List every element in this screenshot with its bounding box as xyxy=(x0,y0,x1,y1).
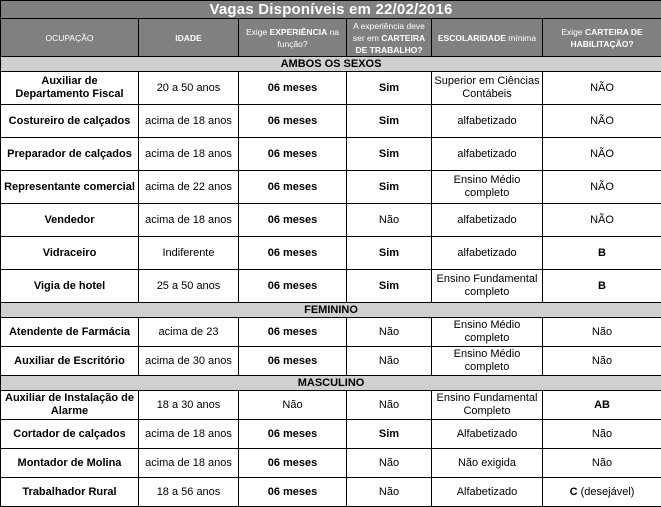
cell-experiencia: 06 meses xyxy=(239,204,347,237)
cell-idade: 18 a 30 anos xyxy=(139,391,239,420)
cell-habilitacao-value: C xyxy=(570,486,578,498)
cell-experiencia: 06 meses xyxy=(239,237,347,270)
header-row xyxy=(1,19,661,57)
cell-habilitacao: NÃO xyxy=(543,105,661,138)
cell-experiencia: 06 meses xyxy=(239,347,347,376)
section-title: MASCULINO xyxy=(1,376,661,391)
cell-habilitacao: B xyxy=(543,270,661,303)
cell-escolaridade: Ensino Fundamental completo xyxy=(432,270,543,303)
cell-experiencia: 06 meses xyxy=(239,270,347,303)
table-row xyxy=(1,478,661,507)
table-row xyxy=(1,391,661,420)
header-escolaridade-post: mínima xyxy=(506,33,536,43)
cell-idade: acima de 18 anos xyxy=(139,204,239,237)
header-escolaridade-bold: ESCOLARIDADE xyxy=(438,33,506,43)
header-carteira-trabalho-bold: CARTEIRA DE TRABALHO? xyxy=(355,33,425,55)
table-row xyxy=(1,171,661,204)
cell-experiencia: 06 meses xyxy=(239,449,347,478)
cell-experiencia: 06 meses xyxy=(239,478,347,507)
table-row xyxy=(1,420,661,449)
header-ocupacao: OCUPAÇÃO xyxy=(1,19,139,57)
section-row-masculino xyxy=(1,376,661,391)
cell-idade: acima de 18 anos xyxy=(139,105,239,138)
cell-habilitacao: Não xyxy=(543,420,661,449)
cell-habilitacao: B xyxy=(543,237,661,270)
cell-carteira: Não xyxy=(347,478,432,507)
table-row xyxy=(1,347,661,376)
cell-escolaridade: Ensino Fundamental Completo xyxy=(432,391,543,420)
cell-habilitacao: NÃO xyxy=(543,138,661,171)
cell-idade: acima de 23 xyxy=(139,318,239,347)
cell-idade: 20 a 50 anos xyxy=(139,72,239,105)
cell-experiencia: 06 meses xyxy=(239,420,347,449)
cell-ocupacao: Auxiliar de Instalação de Alarme xyxy=(1,391,139,420)
cell-escolaridade: alfabetizado xyxy=(432,138,543,171)
cell-experiencia: 06 meses xyxy=(239,138,347,171)
cell-ocupacao: Preparador de calçados xyxy=(1,138,139,171)
cell-idade: acima de 18 anos xyxy=(139,138,239,171)
cell-carteira: Não xyxy=(347,391,432,420)
cell-carteira: Sim xyxy=(347,138,432,171)
cell-idade: 18 a 56 anos xyxy=(139,478,239,507)
header-carteira-trabalho xyxy=(347,19,432,57)
cell-carteira: Sim xyxy=(347,105,432,138)
cell-carteira: Sim xyxy=(347,420,432,449)
cell-ocupacao: Cortador de calçados xyxy=(1,420,139,449)
cell-idade: acima de 30 anos xyxy=(139,347,239,376)
cell-habilitacao: Não xyxy=(543,449,661,478)
header-experiencia xyxy=(239,19,347,57)
cell-idade: 25 a 50 anos xyxy=(139,270,239,303)
cell-idade: acima de 18 anos xyxy=(139,449,239,478)
title-row xyxy=(1,1,661,19)
page-title: Vagas Disponíveis em 22/02/2016 xyxy=(1,1,661,19)
cell-ocupacao: Vendedor xyxy=(1,204,139,237)
header-experiencia-bold: EXPERIÊNCIA xyxy=(270,27,328,37)
cell-habilitacao: Não xyxy=(543,347,661,376)
cell-habilitacao: NÃO xyxy=(543,204,661,237)
cell-escolaridade: Alfabetizado xyxy=(432,420,543,449)
header-escolaridade xyxy=(432,19,543,57)
cell-escolaridade: alfabetizado xyxy=(432,204,543,237)
header-experiencia-post: na função? xyxy=(277,27,339,49)
cell-ocupacao: Auxiliar de Escritório xyxy=(1,347,139,376)
header-habilitacao-pre: Exige xyxy=(561,27,585,37)
cell-ocupacao: Trabalhador Rural xyxy=(1,478,139,507)
header-habilitacao-bold: CARTEIRA DE HABILITAÇÃO? xyxy=(570,27,642,49)
cell-experiencia: Não xyxy=(239,391,347,420)
cell-carteira: Não xyxy=(347,449,432,478)
cell-carteira: Sim xyxy=(347,72,432,105)
cell-experiencia: 06 meses xyxy=(239,318,347,347)
cell-carteira: Sim xyxy=(347,270,432,303)
cell-ocupacao: Costureiro de calçados xyxy=(1,105,139,138)
cell-carteira: Sim xyxy=(347,171,432,204)
section-title: AMBOS OS SEXOS xyxy=(1,57,661,72)
header-carteira-trabalho-pre: A experiência deve ser em xyxy=(353,21,425,43)
cell-idade: Indiferente xyxy=(139,237,239,270)
header-idade-label: IDADE xyxy=(175,33,201,43)
table-row xyxy=(1,138,661,171)
table-row xyxy=(1,237,661,270)
section-row-feminino xyxy=(1,303,661,318)
cell-ocupacao: Atendente de Farmácia xyxy=(1,318,139,347)
cell-habilitacao: NÃO xyxy=(543,72,661,105)
cell-ocupacao: Auxiliar de Departamento Fiscal xyxy=(1,72,139,105)
section-row-ambos xyxy=(1,57,661,72)
cell-escolaridade: Não exigida xyxy=(432,449,543,478)
cell-escolaridade: alfabetizado xyxy=(432,237,543,270)
cell-escolaridade: Superior em Ciências Contábeis xyxy=(432,72,543,105)
table-row xyxy=(1,204,661,237)
cell-carteira: Sim xyxy=(347,237,432,270)
cell-ocupacao: Vidraceiro xyxy=(1,237,139,270)
cell-habilitacao: AB xyxy=(543,391,661,420)
section-title: FEMININO xyxy=(1,303,661,318)
cell-carteira: Não xyxy=(347,318,432,347)
cell-escolaridade: Ensino Médio completo xyxy=(432,318,543,347)
cell-experiencia: 06 meses xyxy=(239,171,347,204)
cell-ocupacao: Representante comercial xyxy=(1,171,139,204)
cell-escolaridade: Ensino Médio completo xyxy=(432,347,543,376)
table-row xyxy=(1,72,661,105)
header-idade xyxy=(139,19,239,57)
header-habilitacao xyxy=(543,19,661,57)
cell-idade: acima de 22 anos xyxy=(139,171,239,204)
header-experiencia-pre: Exige xyxy=(246,27,270,37)
table-row xyxy=(1,105,661,138)
cell-carteira: Não xyxy=(347,204,432,237)
cell-ocupacao: Vigia de hotel xyxy=(1,270,139,303)
cell-habilitacao xyxy=(543,478,661,507)
cell-escolaridade: Ensino Médio completo xyxy=(432,171,543,204)
cell-escolaridade: alfabetizado xyxy=(432,105,543,138)
cell-idade: acima de 18 anos xyxy=(139,420,239,449)
cell-carteira: Não xyxy=(347,347,432,376)
table-row xyxy=(1,318,661,347)
cell-experiencia: 06 meses xyxy=(239,72,347,105)
cell-habilitacao: Não xyxy=(543,318,661,347)
table-row xyxy=(1,270,661,303)
cell-experiencia: 06 meses xyxy=(239,105,347,138)
table-row xyxy=(1,449,661,478)
cell-habilitacao-note: (desejável) xyxy=(578,486,635,498)
cell-ocupacao: Montador de Molina xyxy=(1,449,139,478)
cell-escolaridade: Alfabetizado xyxy=(432,478,543,507)
cell-habilitacao: NÃO xyxy=(543,171,661,204)
